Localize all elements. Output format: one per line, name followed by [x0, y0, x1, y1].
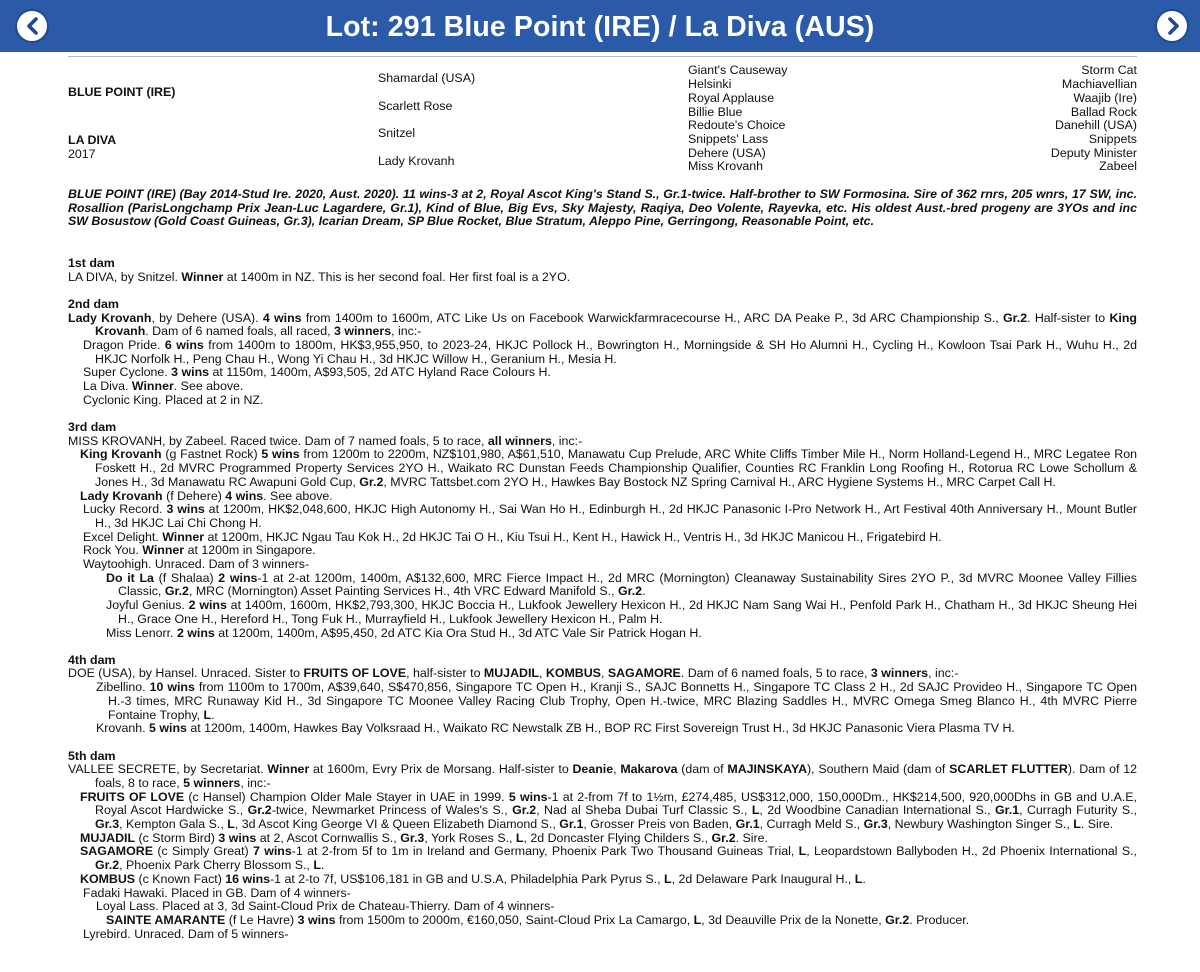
- bold-text: 6 wins: [164, 338, 204, 353]
- bold-text: Gr.2: [359, 474, 384, 489]
- pedigree-entry: [68, 380, 1137, 394]
- page-title: Lot: 291 Blue Point (IRE) / La Diva (AUS): [325, 11, 875, 43]
- dam-heading: 3rd dam: [68, 420, 117, 435]
- entry-text: (c Storm Bird): [135, 830, 219, 845]
- entry-text: La Diva.: [83, 379, 132, 394]
- bold-text: Gr.2: [617, 584, 643, 599]
- pedigree-entry: [68, 503, 1137, 530]
- dam-heading: 4th dam: [68, 652, 116, 667]
- bold-text: KOMBUS: [545, 666, 601, 681]
- bold-text: Gr.2: [247, 803, 272, 818]
- pedigree-gen3-item: Snippets' Lass: [688, 132, 769, 146]
- pedigree-gen3-item: Helsinki: [688, 77, 732, 91]
- bold-text: Gr.1: [559, 817, 584, 832]
- entry-text: , Nad al Sheba Dubai Turf Classic S.,: [536, 803, 752, 818]
- entry-text: Lyrebird. Unraced. Dam of 5 winners-: [83, 926, 289, 941]
- pedigree-gen3-item: Royal Applause: [688, 91, 775, 105]
- entry-text: .: [211, 707, 215, 722]
- entry-text: at 1200m, HK$2,048,600, HKJC High Autonomy H., Sai Wan Ho H., Edinburgh H., 2d HKJC Panasonic I-Pro Network H., Art Festival 40th Anniversary H., Mount Butler H., 3d HKJC Lai Chi Chong H.: [95, 502, 1137, 530]
- bold-text: L: [664, 871, 672, 886]
- bold-text: FRUITS OF LOVE: [80, 789, 185, 804]
- pedigree-entry: [68, 845, 1137, 872]
- entry-text: . See above.: [263, 488, 333, 503]
- bold-text: 5 wins: [261, 447, 300, 462]
- bold-text: 3 wins: [218, 830, 257, 845]
- bold-text: L: [751, 803, 760, 818]
- bold-text: 4 wins: [262, 310, 302, 325]
- pedigree-entry: [68, 572, 1137, 599]
- pedigree-entry: [68, 763, 1137, 790]
- entry-text: ,: [600, 666, 608, 681]
- pedigree-entry: [68, 791, 1137, 832]
- entry-text: Dragon Pride.: [83, 338, 165, 353]
- entry-text: LA DIVA, by Snitzel.: [68, 269, 182, 284]
- chevron-left-icon: [24, 17, 42, 35]
- pedigree-entry: [68, 900, 1137, 914]
- pedigree-gen4-item: Zabeel: [1099, 159, 1137, 173]
- entry-text: , MRC (Mornington) Asset Painting Services H., 4th VRC Edward Manifold S.,: [188, 584, 618, 599]
- pedigree-entry: [68, 394, 1137, 408]
- pedigree-entry: [68, 435, 1137, 449]
- previous-lot-button[interactable]: [15, 9, 49, 43]
- entry-text: from 1400m to 1800m, HK$3,955,950, to 2023-24, HKJC Pollock H., Bowrington H., Morningside & SH Ho Alumni H., Cycling H., Kowloon Tsai Park H., Wuhu H., 2d HKJC Norfolk H., Peng Chau H., Wong Yi Chau H., 3d HKJC Willow H., Geranium H., Mesia H.: [95, 338, 1137, 366]
- entry-text: Lucky Record.: [83, 502, 167, 517]
- entry-text: Zibellino.: [96, 680, 150, 695]
- pedigree-entry: [68, 339, 1137, 366]
- pedigree-entry: [68, 832, 1137, 846]
- entry-text: from 1200m to 2200m, NZ$101,980, A$61,510, Manawatu Cup Prelude, ARC White Cliffs Timber Mile H., Norm Holland-Legend H., MRC Legatee Ron Foskett H., 2d MVRC Programmed Property Services 2YO H., Waikato RC Dunstan Feeds Championship Qualifier, Counties RC Franklin Long Roofing H., Rotorua RC Lowe Schollum & Jones H., 3d Manawatu RC Awapuni Gold Cup,: [95, 447, 1138, 489]
- bold-text: Lady Krovanh: [80, 488, 163, 503]
- bold-text: L: [313, 858, 321, 873]
- entry-text: ,: [538, 666, 546, 681]
- bold-text: 7 wins: [252, 844, 292, 859]
- entry-text: VALLEE SECRETE, by Secretariat.: [68, 762, 268, 777]
- bold-text: Winner: [162, 529, 205, 544]
- entry-text: (g Fastnet Rock): [161, 447, 262, 462]
- bold-text: L: [227, 817, 235, 832]
- dam-section: [68, 654, 1137, 736]
- entry-text: , 3d Deauville Prix de la Nonette,: [701, 912, 886, 927]
- entry-text: , inc:-: [928, 666, 959, 681]
- bold-text: L: [515, 830, 524, 845]
- bold-text: Gr.2: [711, 830, 736, 845]
- divider: [68, 56, 1137, 57]
- pedigree-gen3-item: Giant's Causeway: [688, 63, 788, 77]
- bold-text: Winner: [142, 543, 185, 558]
- pedigree-entry: [68, 914, 1137, 928]
- bold-text: 3 winners: [333, 324, 392, 339]
- entry-text: at 1400m in NZ. This is her second foal. Her first foal is a 2YO.: [223, 269, 571, 284]
- entry-text: .: [320, 858, 325, 873]
- pedigree-table: [68, 64, 1137, 186]
- pedigree-foaled-year: 2017: [68, 147, 96, 161]
- entry-text: , Grosser Preis von Baden,: [583, 817, 736, 832]
- bold-text: 3 winners: [870, 666, 929, 681]
- bold-text: L: [1073, 817, 1081, 832]
- entry-text: Waytoohigh. Unraced. Dam of 3 winners-: [83, 557, 310, 572]
- bold-text: Deanie: [572, 762, 614, 777]
- bold-text: King Krovanh: [95, 310, 1137, 339]
- entry-text: at 2, Ascot Cornwallis S.,: [256, 830, 401, 845]
- pedigree-gen4-item: Waajib (Ire): [1073, 91, 1137, 105]
- next-lot-button[interactable]: [1155, 9, 1189, 43]
- entry-text: at 1200m in Singapore.: [184, 543, 316, 558]
- bold-text: Do it La: [106, 570, 154, 585]
- pedigree-gen4-item: Snippets: [1088, 132, 1137, 146]
- pedigree-entry: [68, 490, 1137, 504]
- pedigree-entry: [68, 873, 1137, 887]
- bold-text: 2 wins: [188, 598, 227, 613]
- pedigree-gen4-item: Danehill (USA): [1055, 118, 1137, 132]
- bold-text: SCARLET FLUTTER: [949, 762, 1068, 777]
- entry-text: , by Dehere (USA).: [151, 310, 263, 325]
- entry-text: , Newbury Washington Singer S.,: [887, 817, 1074, 832]
- bold-text: Winner: [267, 762, 310, 777]
- entry-text: at 1200m, 1400m, Hawkes Bay Volksraad H., Waikato RC Newstalk ZB H., BOP RC First Sovereign Trust H., 3d HKJC Panasonic Viera Plasma TV H.: [186, 721, 1015, 736]
- bold-text: 2 wins: [218, 570, 258, 585]
- pedigree-dam: LA DIVA: [68, 133, 117, 147]
- bold-text: Gr.3: [863, 817, 888, 832]
- bold-text: 5 winners: [183, 775, 241, 790]
- entry-text: . Sire.: [735, 830, 768, 845]
- bold-text: SAGAMORE: [607, 666, 681, 681]
- entry-text: , inc:-: [551, 433, 583, 448]
- entry-text: at 1200m, 1400m, A$95,450, 2d ATC Kia Ora Stud H., 3d ATC Vale Sir Patrick Hogan H.: [214, 625, 702, 640]
- entry-text: -twice, Newmarket Princess of Wales's S.,: [271, 803, 513, 818]
- entry-text: Cyclonic King. Placed at 2 in NZ.: [83, 392, 264, 407]
- entry-text: .: [862, 871, 866, 886]
- bold-text: Gr.1: [995, 803, 1020, 818]
- entry-text: . Half-sister to: [1027, 310, 1110, 325]
- bold-text: FRUITS OF LOVE: [303, 666, 407, 681]
- bold-text: King Krovanh: [80, 447, 162, 462]
- pedigree-entry: [68, 887, 1137, 901]
- bold-text: Gr.2: [512, 803, 537, 818]
- entry-text: Super Cyclone.: [83, 365, 172, 380]
- entry-text: . See above.: [173, 379, 244, 394]
- bold-text: 3 wins: [166, 502, 205, 517]
- entry-text: -1 at 2-to 7f, US$106,181 in GB and U.S.A, Philadelphia Park Pyrus S.,: [270, 871, 665, 886]
- entry-text: Loyal Lass. Placed at 3, 3d Saint-Cloud Prix de Chateau-Thierry. Dam of 4 winners-: [96, 899, 555, 914]
- bold-text: Gr.2: [885, 912, 910, 927]
- header-bar: [0, 0, 1200, 52]
- entry-text: (c Known Fact): [135, 871, 226, 886]
- bold-text: 4 wins: [225, 488, 264, 503]
- pedigree-entry: [68, 448, 1137, 489]
- pedigree-gen3-item: Redoute's Choice: [688, 118, 786, 132]
- pedigree-entry: [68, 531, 1137, 545]
- bold-text: Winner: [131, 379, 174, 394]
- pedigree-entry: [68, 366, 1137, 380]
- entry-text: (dam of: [677, 762, 728, 777]
- bold-text: 5 wins: [149, 721, 187, 736]
- pedigree-entry: [68, 271, 1137, 285]
- entry-text: -1 at 2-from 7f to 1½m, £274,485, US$312,000, 150,000Dm., HK$214,500, 920,000Dhs in GB and U.A.E, Royal Ascot Hardwicke S.,: [95, 789, 1137, 818]
- pedigree-gen2-item: Snitzel: [378, 126, 416, 140]
- bold-text: KOMBUS: [80, 871, 136, 886]
- entry-text: Fadaki Hawaki. Placed in GB. Dam of 4 winners-: [83, 885, 351, 900]
- pedigree-gen3-item: Billie Blue: [688, 105, 743, 119]
- dam-heading: 2nd dam: [68, 296, 119, 311]
- sire-summary: BLUE POINT (IRE) (Bay 2014-Stud Ire. 2020, Aust. 2020). 11 wins-3 at 2, Royal Ascot King's Stand S., Gr.1-twice. Half-brother to SW Formosina. Sire of 362 rnrs, 205 wnrs, 17 SW, inc. Rosallion (ParisLongchamp Prix Jean-Luc Lagardere, Gr.1), Kind of Blue, Big Evs, Sky Majesty, Raqiya, Deo Volente, Rayevka, etc. His oldest Aust.-bred progeny are 3YOs and inc SW Bosustow (Gold Coast Guineas, Gr.3), Icarian Dream, SP Blue Rocket, Blue Stratum, Aleppo Pine, Gerringong, Reasonable Point, etc.: [68, 187, 1137, 229]
- entry-text: (c Simply Great): [152, 844, 253, 859]
- bold-text: 5 wins: [508, 789, 548, 804]
- entry-text: , Kempton Gala S.,: [119, 817, 228, 832]
- bold-text: Gr.2: [95, 858, 120, 873]
- entry-text: at 1150m, 1400m, A$93,505, 2d ATC Hyland Race Colours H.: [209, 365, 551, 380]
- bold-text: all winners: [487, 433, 552, 448]
- dam-section: [68, 257, 1137, 284]
- pedigree-entry: [68, 599, 1137, 626]
- chevron-right-icon: [1164, 17, 1182, 35]
- entry-text: DOE (USA), by Hansel. Unraced. Sister to: [68, 666, 304, 681]
- bold-text: 16 wins: [225, 871, 271, 886]
- bold-text: MUJADIL: [80, 830, 136, 845]
- pedigree-gen2-item: Lady Krovanh: [378, 154, 455, 168]
- dam-heading: 5th dam: [68, 748, 116, 763]
- bold-text: Gr.3: [95, 817, 120, 832]
- bold-text: SAGAMORE: [80, 844, 153, 859]
- entry-text: Excel Delight.: [83, 529, 163, 544]
- entry-text: ). Dam of 12 foals, 8 to race,: [95, 762, 1137, 790]
- entry-text: .: [642, 584, 646, 599]
- entry-text: ,: [613, 762, 621, 777]
- bold-text: MAJINSKAYA: [727, 762, 808, 777]
- bold-text: L: [798, 844, 807, 859]
- entry-text: ), Southern Maid (dam of: [807, 762, 950, 777]
- entry-text: from 1400m to 1600m, ATC Like Us on Facebook Warwickfarmracecourse H., ARC DA Peake P., 3d ARC Championship S.,: [301, 310, 1004, 325]
- entry-text: , half-sister to: [406, 666, 484, 681]
- entry-text: at 1600m, Evry Prix de Morsang. Half-sister to: [309, 762, 573, 777]
- bold-text: Gr.2: [1003, 310, 1028, 325]
- bold-text: SAINTE AMARANTE: [106, 912, 226, 927]
- bold-text: Gr.2: [164, 584, 189, 599]
- pedigree-entry: [68, 928, 1137, 942]
- entry-text: at 1400m, 1600m, HK$2,793,300, HKJC Boccia H., Lukfook Jewellery Hexicon H., 2d HKJC Nam Sang Wai H., Penfold Park H., Chatham H., 3d HKJC Sheung Hei H., Grace One H., Hereford H., Tong Fuk H., Murrayfield H., Lukfook Jewellery Hexicon H., Palm H.: [118, 598, 1137, 626]
- entry-text: from 1100m to 1700m, A$39,640, S$470,856, Singapore TC Open H., Kranji S., SAJC Bonnetts H., Singapore TC Class 2 H., 2d SAJC Provideo H., Singapore TC Open H.-3 times, MRC Runaway Kid H., 3d Singapore TC Moonee Valley Racing Club Trophy, Open H.-twice, MRC Blazing Saddles H., MVRC Omega Smeg Blanco H., 4th MVRC Pierre Fontaine Trophy,: [108, 680, 1138, 722]
- pedigree-entry: [68, 722, 1137, 736]
- pedigree-entry: [68, 312, 1137, 339]
- entry-text: Miss Lenorr.: [106, 625, 177, 640]
- pedigree-gen3-item: Miss Krovanh: [688, 159, 764, 173]
- pedigree-entry: [68, 544, 1137, 558]
- dam-section: [68, 298, 1137, 408]
- pedigree-entry: [68, 558, 1137, 572]
- pedigree-gen4-item: Deputy Minister: [1050, 146, 1137, 160]
- bold-text: 10 wins: [149, 680, 195, 695]
- pedigree-gen4-item: Ballad Rock: [1070, 105, 1137, 119]
- entry-text: Rock You.: [83, 543, 143, 558]
- bold-text: Lady Krovanh: [68, 310, 152, 325]
- entry-text: , 2d Doncaster Flying Childers S.,: [523, 830, 712, 845]
- pedigree-entry: [68, 681, 1137, 722]
- bold-text: 2 wins: [176, 625, 215, 640]
- bold-text: L: [854, 871, 863, 886]
- entry-text: (f Dehere): [162, 488, 226, 503]
- entry-text: Joyful Genius.: [106, 598, 189, 613]
- entry-text: . Dam of 6 named foals, 5 to race,: [680, 666, 871, 681]
- bold-text: 3 wins: [297, 912, 336, 927]
- entry-text: -1 at 2-at 1200m, 1400m, A$132,600, MRC Fierce Impact H., 2d MRC (Mornington) Cleanaway Sustainability Sires 2YO P., 3d MVRC Moonee Valley Fillies Classic,: [118, 570, 1137, 599]
- bold-text: 3 wins: [171, 365, 210, 380]
- pedigree-entry: [68, 627, 1137, 641]
- pedigree-sire: BLUE POINT (IRE): [68, 85, 176, 99]
- entry-text: Krovanh.: [96, 721, 150, 736]
- entry-text: (c Hansel) Champion Older Male Stayer in UAE in 1999.: [184, 789, 509, 804]
- entry-text: -1 at 2-from 5f to 1m in Ireland and Germany, Phoenix Park Two Thousand Guineas Trial,: [291, 844, 799, 859]
- pedigree-gen4-item: Machiavellian: [1061, 77, 1137, 91]
- entry-text: , York Roses S.,: [424, 830, 516, 845]
- entry-text: , 2d Delaware Park Inaugural H.,: [671, 871, 855, 886]
- pedigree-gen3-item: Dehere (USA): [688, 146, 766, 160]
- entry-text: , 3d Ascot King George VI & Queen Elizabeth Diamond S.,: [234, 817, 560, 832]
- entry-text: (f Le Havre): [225, 912, 298, 927]
- pedigree-gen4-item: Storm Cat: [1081, 63, 1137, 77]
- dam-section: [68, 421, 1137, 640]
- bold-text: Winner: [181, 269, 224, 284]
- entry-text: , inc:-: [391, 324, 422, 339]
- bold-text: Gr.3: [400, 830, 425, 845]
- entry-text: at 1200m, HKJC Ngau Tau Kok H., 2d HKJC Tai O H., Kiu Tsui H., Kent H., Hawick H., Ventris H., 3d HKJC Manicou H., Frigatebird H.: [204, 529, 942, 544]
- entry-text: from 1500m to 2000m, €160,050, Saint-Cloud Prix La Camargo,: [335, 912, 694, 927]
- bold-text: L: [693, 912, 702, 927]
- pedigree-gen2-item: Shamardal (USA): [378, 71, 476, 85]
- entry-text: (f Shalaa): [153, 570, 219, 585]
- bold-text: Gr.1: [735, 817, 760, 832]
- entry-text: . Dam of 6 named foals, all raced,: [145, 324, 334, 339]
- bold-text: Makarova: [620, 762, 678, 777]
- bold-text: MUJADIL: [483, 666, 539, 681]
- entry-text: . Producer.: [909, 912, 970, 927]
- dam-sections: [68, 257, 1137, 941]
- entry-text: , Curragh Futurity S.,: [1019, 803, 1137, 818]
- entry-text: , inc:-: [240, 775, 271, 790]
- dam-heading: 1st dam: [68, 256, 115, 270]
- entry-text: , Curragh Meld S.,: [759, 817, 864, 832]
- entry-text: , MVRC Tattsbet.com 2YO H., Hawkes Bay Bostock NZ Spring Carnival H., ARC Hygiene Systems H., MRC Carpet Call H.: [383, 474, 1056, 489]
- bold-text: L: [203, 707, 212, 722]
- dam-section: [68, 750, 1137, 942]
- pedigree-entry: [68, 667, 1137, 681]
- entry-text: MISS KROVANH, by Zabeel. Raced twice. Dam of 7 named foals, 5 to race,: [68, 433, 488, 448]
- pedigree-gen2-item: Scarlett Rose: [378, 99, 453, 113]
- entry-text: , Leopardstown Ballyboden H., 2d Phoenix International S.,: [806, 844, 1137, 859]
- entry-text: . Sire.: [1080, 817, 1114, 832]
- entry-text: , Phoenix Park Cherry Blossom S.,: [119, 858, 314, 873]
- entry-text: , 2d Woodbine Canadian International S.,: [759, 803, 996, 818]
